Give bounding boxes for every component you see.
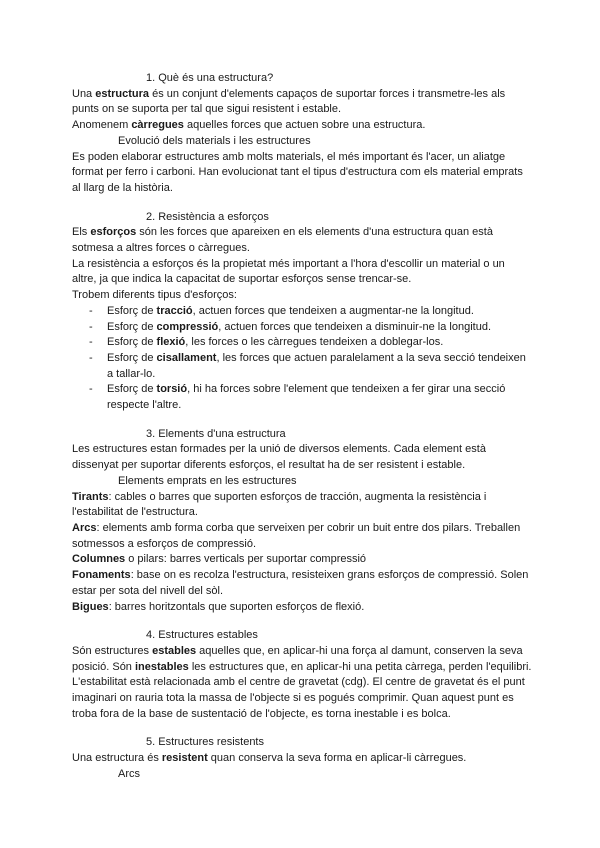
term-carregues: càrregues xyxy=(131,119,184,132)
elements-subheading: Elements emprats en les estructures xyxy=(118,474,297,487)
document-page xyxy=(72,71,532,783)
text-run: quan conserva la seva forma en aplicar-li càrregues. xyxy=(207,752,467,765)
stability-definition xyxy=(72,644,532,675)
gravity-paragraph: L'estabilitat està relacionada amb el centre de gravetat (cdg). El centre de gravetat és el punt imaginari on rauria tota la massa de l'objecte si es pogués comprimir. Quan aquest punt es troba fora de la base de sustentació de l'objecte, es torna inestable i es bolca. xyxy=(72,676,525,720)
term-fonaments: Fonaments xyxy=(72,569,131,582)
text-run: Anomenem xyxy=(72,119,132,132)
arcs-subheading: Arcs xyxy=(118,767,140,780)
text-run: aquelles forces que actuen sobre una estructura. xyxy=(183,119,426,132)
text-run: : base on es recolza l'estructura, resisteixen grans esforços de compressió. Solen estar per sota del nivell del sòl. xyxy=(72,569,529,597)
section-4-heading: 4. Estructures estables xyxy=(146,629,258,642)
list-item xyxy=(72,382,532,413)
resistant-definition xyxy=(72,751,532,767)
term-flexio: flexió xyxy=(156,336,186,349)
text-run: Esforç de xyxy=(107,351,157,364)
text-run: Una estructura és xyxy=(72,752,162,765)
list-item xyxy=(72,304,532,320)
list-item xyxy=(72,320,532,336)
text-run: és un conjunt d'elements capaços de suportar forces i transmetre-les als punts on se suporta per tal que sigui resistent i estable. xyxy=(72,87,506,116)
efforts-definition xyxy=(72,225,532,256)
text-run: les estructures que, en aplicar-hi una petita càrrega, perden l'equilibri. xyxy=(188,660,532,673)
text-run: , les forces que actuen paralelament a la seva secció tendeixen a tallar-lo. xyxy=(107,351,526,380)
text-run: o pilars: barres verticals per suportar compressió xyxy=(125,553,367,566)
term-torsio: torsió xyxy=(156,383,188,396)
section-1-heading: 1. Què és una estructura? xyxy=(146,72,274,84)
term-tirants: Tirants xyxy=(72,490,109,503)
text-run: Són estructures xyxy=(72,644,153,657)
term-cisallament: cisallament xyxy=(156,351,217,364)
text-run: Esforç de xyxy=(107,320,157,333)
section-5-heading: 5. Estructures resistents xyxy=(146,736,264,749)
list-item xyxy=(72,335,532,351)
elements-intro: Les estructures estan formades per la unió de diversos elements. Cada element està dissenyat per suportar diferents esforços, el resultat ha de ser resistent i estable. xyxy=(72,443,486,472)
text-run: Esforç de xyxy=(107,383,157,396)
charges-definition xyxy=(72,118,532,134)
effort-types-list xyxy=(72,304,532,414)
text-run: són les forces que apareixen en els elements d'una estructura quan està sotmesa a altres forces o càrregues. xyxy=(72,226,493,255)
text-run: : cables o barres que suporten esforços de tracción, augmenta la resistència i l'estabilitat de l'estructura. xyxy=(72,490,487,519)
text-run: aquelles que, en aplicar-hi una força al damunt, conserven la seva posició. Són xyxy=(72,644,523,673)
element-columnes xyxy=(72,552,532,568)
element-arcs xyxy=(72,521,532,552)
term-columnes: Columnes xyxy=(72,553,126,566)
term-traccio: tracció xyxy=(156,304,193,317)
text-run: , les forces o les càrregues tendeixen a doblegar-los. xyxy=(185,336,444,349)
term-arcs: Arcs xyxy=(72,521,97,534)
section-3-heading: 3. Elements d'una estructura xyxy=(146,427,286,440)
element-tirants xyxy=(72,490,532,521)
materials-subheading: Evolució dels materials i les estructures xyxy=(118,134,311,147)
text-run: Esforç de xyxy=(107,336,157,349)
term-resistent: resistent xyxy=(161,752,208,765)
section-2-heading: 2. Resistència a esforços xyxy=(146,210,269,223)
text-run: , hi ha forces sobre l'element que tendeixen a fer girar una secció respecte l'altre. xyxy=(107,383,506,412)
text-run: : barres horitzontals que suporten esforços de flexió. xyxy=(108,600,365,613)
text-run: Els xyxy=(72,226,91,239)
term-esforcos: esforços xyxy=(90,226,137,239)
text-run: , actuen forces que tendeixen a augmentar-ne la longitud. xyxy=(192,304,474,317)
materials-paragraph: Es poden elaborar estructures amb molts materials, el més important és l'acer, un aliatge format per ferro i carboni. Han evolucionat tant el tipus d'estructura com els material emprats al llarg de la història. xyxy=(72,150,523,194)
term-estructura: estructura xyxy=(95,87,150,100)
term-bigues: Bigues xyxy=(72,600,109,613)
term-compressio: compressió xyxy=(156,320,219,333)
text-run: , actuen forces que tendeixen a disminuir-ne la longitud. xyxy=(218,320,492,333)
text-run: Una xyxy=(72,87,96,100)
term-inestables: inestables xyxy=(134,660,189,673)
text-run: : elements amb forma corba que serveixen per cobrir un buit entre dos pilars. Treballen sotmessos a esforços de compressió. xyxy=(72,521,521,550)
term-estables: estables xyxy=(152,644,197,657)
effort-types-intro: Trobem diferents tipus d'esforços: xyxy=(72,289,237,302)
resistance-paragraph: La resistència a esforços és la propietat més important a l'hora d'escollir un material o un altre, ja que indica la capacitat de suportar esforços sense trencar-se. xyxy=(72,257,505,286)
list-item xyxy=(72,351,532,382)
structure-definition xyxy=(72,87,532,118)
element-fonaments xyxy=(72,568,532,599)
text-run: Esforç de xyxy=(107,304,157,317)
element-bigues xyxy=(72,600,532,616)
